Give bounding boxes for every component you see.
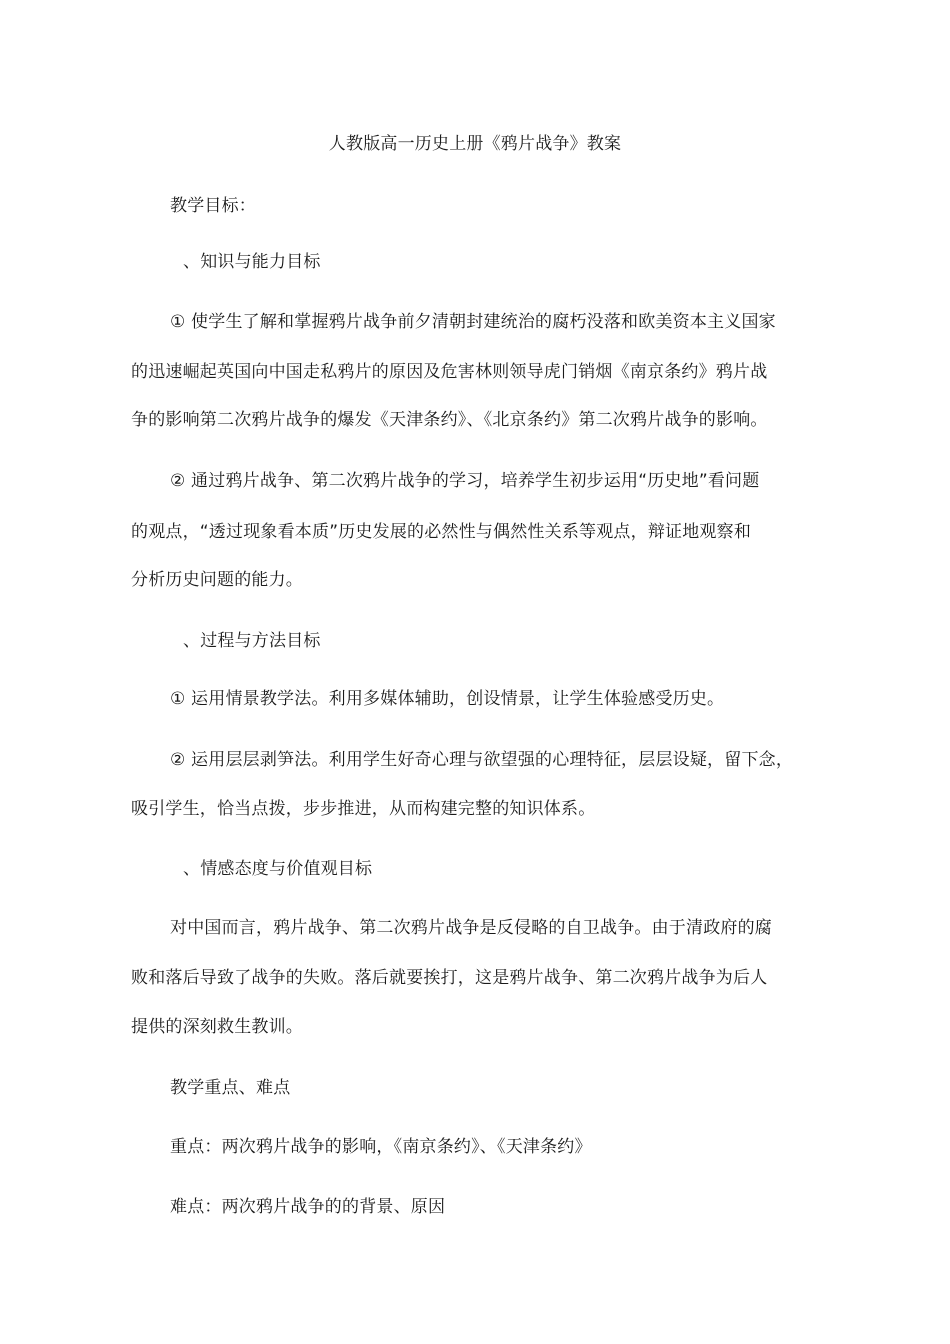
section-heading-process: 、过程与方法目标 xyxy=(183,631,321,651)
paragraph-line: 分析历史问题的能力。 xyxy=(131,570,303,590)
paragraph-line: ① 运用情景教学法。利用多媒体辅助，创设情景，让学生体验感受历史。 xyxy=(170,689,725,709)
difficult-point: 难点：两次鸦片战争的的背景、原因 xyxy=(170,1197,446,1217)
paragraph-line: 争的影响第二次鸦片战争的爆发《天津条约》、《北京条约》第二次鸦片战争的影响。 xyxy=(131,410,768,430)
paragraph-line: 提供的深刻救生教训。 xyxy=(131,1017,303,1037)
section-heading-knowledge: 、知识与能力目标 xyxy=(183,252,321,272)
section-heading-values: 、情感态度与价值观目标 xyxy=(183,859,373,879)
paragraph-line: 的观点，“透过现象看本质”历史发展的必然性与偶然性关系等观点，辩证地观察和 xyxy=(131,522,752,542)
paragraph-line: 败和落后导致了战争的失败。落后就要挨打，这是鸦片战争、第二次鸦片战争为后人 xyxy=(131,968,768,988)
paragraph-line: ① 使学生了解和掌握鸦片战争前夕清朝封建统治的腐朽没落和欧美资本主义国家 xyxy=(170,312,776,332)
paragraph-line: 对中国而言，鸦片战争、第二次鸦片战争是反侵略的自卫战争。由于清政府的腐 xyxy=(170,918,772,938)
paragraph-line: 吸引学生，恰当点拨，步步推进，从而构建完整的知识体系。 xyxy=(131,799,596,819)
key-point: 重点：两次鸦片战争的影响，《南京条约》、《天津条约》 xyxy=(170,1137,592,1157)
paragraph-line: ② 运用层层剥笋法。利用学生好奇心理与欲望强的心理特征，层层设疑，留下念， xyxy=(170,750,794,770)
paragraph-line: 的迅速崛起英国向中国走私鸦片的原因及危害林则领导虎门销烟《南京条约》鸦片战 xyxy=(131,362,768,382)
document-title: 人教版高一历史上册《鸦片战争》教案 xyxy=(328,134,622,154)
key-points-heading: 教学重点、难点 xyxy=(170,1078,291,1098)
paragraph-line: ② 通过鸦片战争、第二次鸦片战争的学习，培养学生初步运用“历史地”看问题 xyxy=(170,471,760,491)
objectives-heading: 教学目标： xyxy=(170,196,256,216)
